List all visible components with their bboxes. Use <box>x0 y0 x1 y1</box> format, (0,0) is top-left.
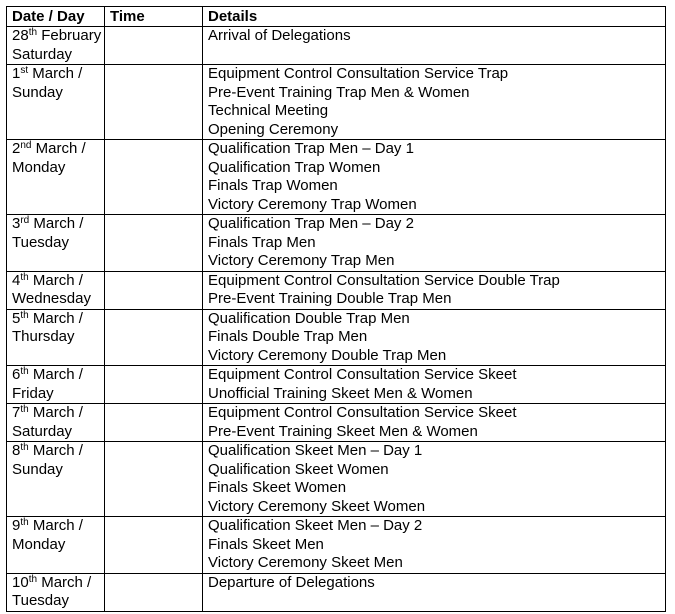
date-cell <box>7 27 105 65</box>
date-line <box>12 140 104 159</box>
detail-item: Equipment Control Consultation Service Skeet <box>208 366 517 383</box>
day-number: 1 <box>12 65 21 82</box>
date-line <box>12 517 104 536</box>
ordinal-suffix: th <box>20 404 29 415</box>
ordinal-suffix: th <box>20 442 29 453</box>
detail-item: Equipment Control Consultation Service Double Trap <box>208 271 560 289</box>
time-cell <box>105 517 203 574</box>
detail-item: Qualification Trap Women <box>208 158 381 176</box>
weekday-label: Tuesday <box>12 233 69 251</box>
day-number: 28 <box>12 27 29 44</box>
ordinal-suffix: th <box>20 366 29 377</box>
date-cell <box>7 366 105 404</box>
detail-item: Qualification Skeet Men – Day 1 <box>208 442 423 459</box>
details-cell <box>203 442 666 517</box>
time-cell <box>105 140 203 215</box>
weekday-label: Tuesday <box>12 592 69 609</box>
header-date: Date / Day <box>7 7 105 27</box>
date-cell <box>7 215 105 272</box>
ordinal-suffix: th <box>28 27 38 38</box>
month-label: March / <box>28 366 83 383</box>
time-cell <box>105 271 203 309</box>
table-row <box>7 140 666 215</box>
detail-item: Equipment Control Consultation Service Skeet <box>208 404 517 421</box>
ordinal-suffix: th <box>20 271 29 283</box>
date-cell <box>7 140 105 215</box>
detail-item: Qualification Trap Men – Day 2 <box>208 215 414 232</box>
table-row <box>7 271 666 309</box>
month-label: March / <box>28 442 83 459</box>
month-label: March / <box>28 517 83 534</box>
table-row <box>7 215 666 272</box>
month-label: March / <box>28 309 83 327</box>
detail-item: Pre-Event Training Double Trap Men <box>208 290 452 307</box>
month-label: March / <box>28 404 83 421</box>
day-number: 9 <box>12 517 21 534</box>
weekday-label: Sunday <box>12 460 63 478</box>
details-cell <box>203 309 666 366</box>
day-number: 6 <box>12 366 21 383</box>
detail-item: Victory Ceremony Skeet Men <box>208 554 403 571</box>
day-number: 7 <box>12 404 21 421</box>
time-cell <box>105 65 203 140</box>
date-cell <box>7 573 105 611</box>
date-cell <box>7 517 105 574</box>
details-cell <box>203 65 666 140</box>
month-label: March / <box>28 65 83 82</box>
day-number: 10 <box>12 573 29 591</box>
detail-item: Victory Ceremony Double Trap Men <box>208 346 447 364</box>
month-label: March / <box>28 271 83 289</box>
date-line <box>12 215 104 234</box>
table-row <box>7 309 666 366</box>
detail-item: Pre-Event Training Skeet Men & Women <box>208 422 478 440</box>
ordinal-suffix: th <box>20 517 29 528</box>
details-cell <box>203 140 666 215</box>
schedule-table <box>6 6 666 612</box>
time-cell <box>105 309 203 366</box>
date-line <box>12 27 104 46</box>
table-row <box>7 366 666 404</box>
details-cell <box>203 573 666 611</box>
month-label: February <box>37 27 102 44</box>
header-row <box>7 7 666 27</box>
ordinal-suffix: st <box>20 65 29 76</box>
date-line <box>12 65 104 84</box>
detail-item: Victory Ceremony Skeet Women <box>208 497 426 515</box>
detail-item: Qualification Skeet Men – Day 2 <box>208 517 423 534</box>
date-cell <box>7 309 105 366</box>
weekday-label: Sunday <box>12 83 63 101</box>
ordinal-suffix: nd <box>20 140 32 151</box>
detail-item: Technical Meeting <box>208 102 329 119</box>
detail-item: Equipment Control Consultation Service Trap <box>208 65 509 82</box>
date-cell <box>7 65 105 140</box>
schedule-body <box>7 27 666 612</box>
day-number: 8 <box>12 442 21 459</box>
detail-item: Qualification Double Trap Men <box>208 309 410 327</box>
table-row <box>7 517 666 574</box>
month-label: March / <box>37 573 92 591</box>
details-cell <box>203 404 666 442</box>
ordinal-suffix: th <box>28 573 38 585</box>
details-cell <box>203 271 666 309</box>
date-cell <box>7 404 105 442</box>
table-row <box>7 27 666 65</box>
details-cell <box>203 215 666 272</box>
day-number: 5 <box>12 309 21 327</box>
detail-item: Victory Ceremony Trap Women <box>208 195 417 213</box>
date-line <box>12 366 104 385</box>
table-row <box>7 65 666 140</box>
detail-item: Arrival of Delegations <box>208 27 351 44</box>
time-cell <box>105 27 203 65</box>
detail-item: Opening Ceremony <box>208 120 339 138</box>
detail-item: Unofficial Training Skeet Men & Women <box>208 384 473 402</box>
date-line <box>12 272 104 291</box>
details-cell <box>203 517 666 574</box>
date-line <box>12 404 104 423</box>
detail-item: Pre-Event Training Trap Men & Women <box>208 83 470 101</box>
detail-item: Victory Ceremony Trap Men <box>208 252 395 269</box>
weekday-label: Monday <box>12 158 66 176</box>
detail-item: Departure of Delegations <box>208 573 375 591</box>
header-time: Time <box>105 7 203 27</box>
weekday-label: Friday <box>12 384 54 402</box>
weekday-label: Saturday <box>12 45 73 63</box>
time-cell <box>105 442 203 517</box>
date-cell <box>7 271 105 309</box>
detail-item: Qualification Skeet Women <box>208 460 389 478</box>
date-line <box>12 310 104 329</box>
weekday-label: Thursday <box>12 328 75 345</box>
month-label: March / <box>31 140 86 157</box>
detail-item: Finals Double Trap Men <box>208 328 368 345</box>
table-row <box>7 442 666 517</box>
date-line <box>12 442 104 461</box>
day-number: 2 <box>12 140 21 157</box>
details-cell <box>203 366 666 404</box>
detail-item: Qualification Trap Men – Day 1 <box>208 140 414 157</box>
time-cell <box>105 404 203 442</box>
header-details: Details <box>203 7 666 27</box>
detail-item: Finals Trap Men <box>208 233 316 251</box>
day-number: 4 <box>12 271 21 289</box>
weekday-label: Saturday <box>12 422 73 440</box>
weekday-label: Monday <box>12 535 66 553</box>
month-label: March / <box>29 215 84 232</box>
table-row <box>7 573 666 611</box>
detail-item: Finals Skeet Men <box>208 535 324 553</box>
date-line <box>12 574 104 593</box>
table-row <box>7 404 666 442</box>
ordinal-suffix: th <box>20 309 29 321</box>
time-cell <box>105 215 203 272</box>
detail-item: Finals Trap Women <box>208 177 338 194</box>
day-number: 3 <box>12 215 21 232</box>
detail-item: Finals Skeet Women <box>208 479 347 496</box>
weekday-label: Wednesday <box>12 290 91 307</box>
ordinal-suffix: rd <box>20 215 30 226</box>
details-cell <box>203 27 666 65</box>
time-cell <box>105 573 203 611</box>
date-cell <box>7 442 105 517</box>
time-cell <box>105 366 203 404</box>
